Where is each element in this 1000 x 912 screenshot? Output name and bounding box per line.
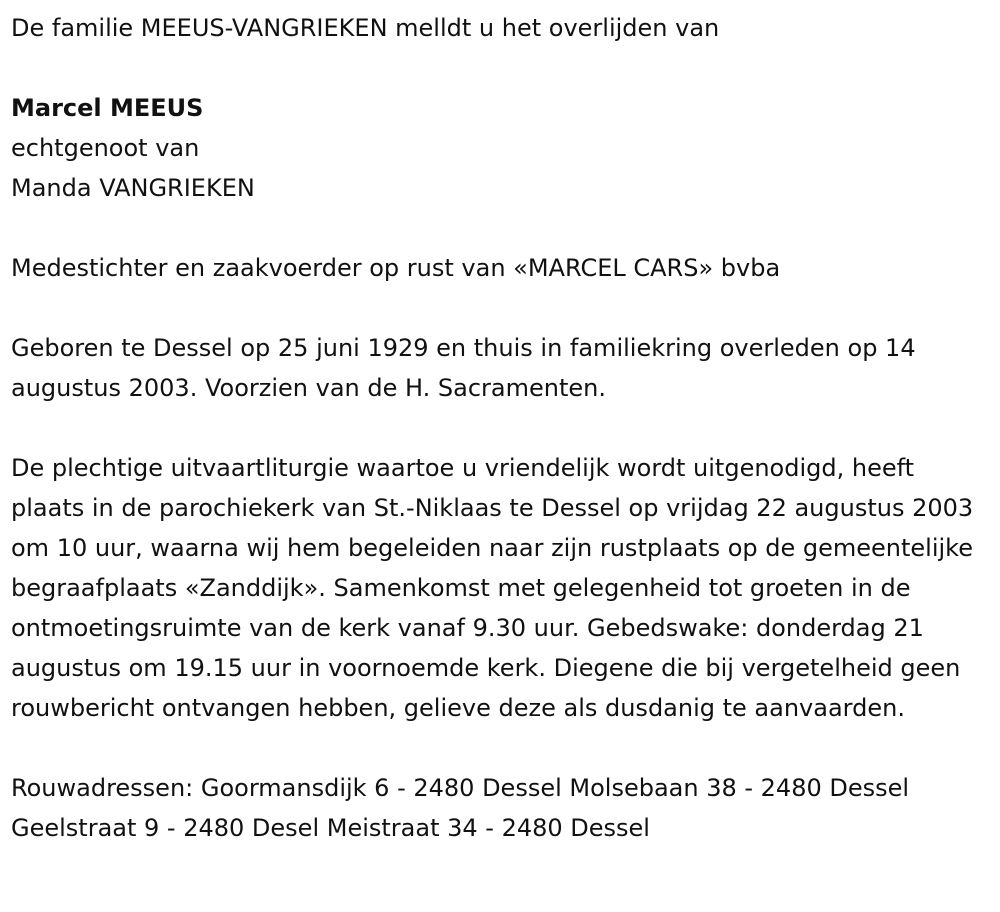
spacer (11, 728, 991, 768)
birth-death-paragraph: Geboren te Dessel op 25 juni 1929 en thuis in familiekring overleden op 14 augustus 2003. Voorzien van de H. Sacramenten. (11, 334, 916, 402)
spouse-name: Manda VANGRIEKEN (11, 174, 255, 202)
spacer (11, 408, 991, 448)
spacer (11, 208, 991, 248)
death-notice (11, 8, 991, 848)
intro-line: De familie MEEUS-VANGRIEKEN melldt u het overlijden van (11, 14, 720, 42)
funeral-paragraph: De plechtige uitvaartliturgie waartoe u vriendelijk wordt uitgenodigd, heeft plaats in de parochiekerk van St.-Niklaas te Dessel op vrijdag 22 augustus 2003 om 10 uur, waarna wij hem begeleiden naar zijn rustplaats op de gemeentelijke begraafplaats «Zanddijk». Samenkomst met gelegenheid tot groeten in de ontmoetingsruimte van de kerk vanaf 9.30 uur. Gebedswake: donderdag 21 augustus om 19.15 uur in voornoemde kerk. Diegene die bij vergetelheid geen rouwbericht ontvangen hebben, gelieve deze als dusdanig te aanvaarden. (11, 454, 974, 722)
spacer (11, 48, 991, 88)
deceased-name: Marcel MEEUS (11, 94, 204, 122)
addresses-paragraph: Rouwadressen: Goormansdijk 6 - 2480 Dessel Molsebaan 38 - 2480 Dessel Geelstraat 9 - 2480 Desel Meistraat 34 - 2480 Dessel (11, 774, 910, 842)
relation-line: echtgenoot van (11, 134, 200, 162)
spacer (11, 288, 991, 328)
role-line: Medestichter en zaakvoerder op rust van «MARCEL CARS» bvba (11, 254, 781, 282)
